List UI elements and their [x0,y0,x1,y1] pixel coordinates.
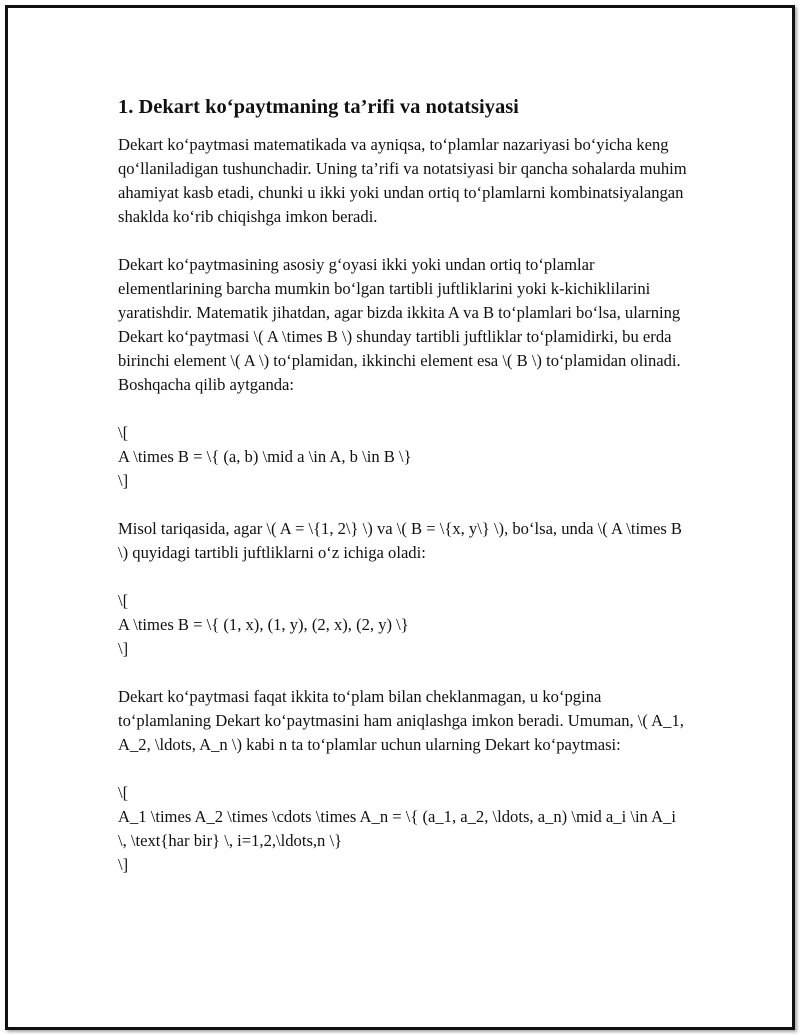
math-block-definition [118,421,688,493]
math-formula: A \times B = \{ (1, x), (1, y), (2, x), (2, y) \} [118,615,409,634]
math-block-example [118,589,688,661]
math-close-delimiter: \] [118,639,129,658]
paragraph-generalization: Dekart ko‘paytmasi faqat ikkita to‘plam bilan cheklanmagan, u ko‘pgina to‘plamlaning Dekart ko‘paytmasini ham aniqlashga imkon beradi. Umuman, \( A_1, A_2, \ldots, A_n \) kabi n ta to‘plamlar uchun ularning Dekart ko‘paytmasi: [118,687,684,754]
math-open-delimiter: \[ [118,783,129,802]
paragraph-example: Misol tariqasida, agar \( A = \{1, 2\} \) va \( B = \{x, y\} \), bo‘lsa, unda \( A \times B \) quyidagi tartibli juftliklarni o‘z ichiga oladi: [118,519,682,562]
math-open-delimiter: \[ [118,591,129,610]
math-block-general [118,781,688,877]
paragraph-definition: Dekart ko‘paytmasining asosiy g‘oyasi ikki yoki undan ortiq to‘plamlar elementlarining barcha mumkin bo‘lgan tartibli juftliklarini yoki k-kichiklilarini yaratishdir. Matematik jihatdan, agar bizda ikkita A va B to‘plamlari bo‘lsa, ularning Dekart ko‘paytmasi \( A \times B \) shunday tartibli juftliklar to‘plamidirki, bu erda birinchi element \( A \) to‘plamidan, ikkinchi element esa \( B \) to‘plamidan olinadi. Boshqacha qilib aytganda: [118,255,681,394]
document-body [118,93,688,901]
math-open-delimiter: \[ [118,423,129,442]
paragraph-intro: Dekart ko‘paytmasi matematikada va ayniqsa, to‘plamlar nazariyasi bo‘yicha keng qo‘llaniladigan tushunchadir. Uning ta’rifi va notatsiyasi bir qancha sohalarda muhim ahamiyat kasb etadi, chunki u ikki yoki undan ortiq to‘plamlarni kombinatsiyalangan shaklda ko‘rib chiqishga imkon beradi. [118,135,687,226]
math-formula: A_1 \times A_2 \times \cdots \times A_n = \{ (a_1, a_2, \ldots, a_n) \mid a_i \in A_i \, \text{har bir} \, i=1,2,\ldots,n \} [118,807,676,850]
math-close-delimiter: \] [118,855,129,874]
math-close-delimiter: \] [118,471,129,490]
math-formula: A \times B = \{ (a, b) \mid a \in A, b \in B \} [118,447,412,466]
section-heading: 1. Dekart ko‘paytmaning ta’rifi va notatsiyasi [118,96,519,118]
